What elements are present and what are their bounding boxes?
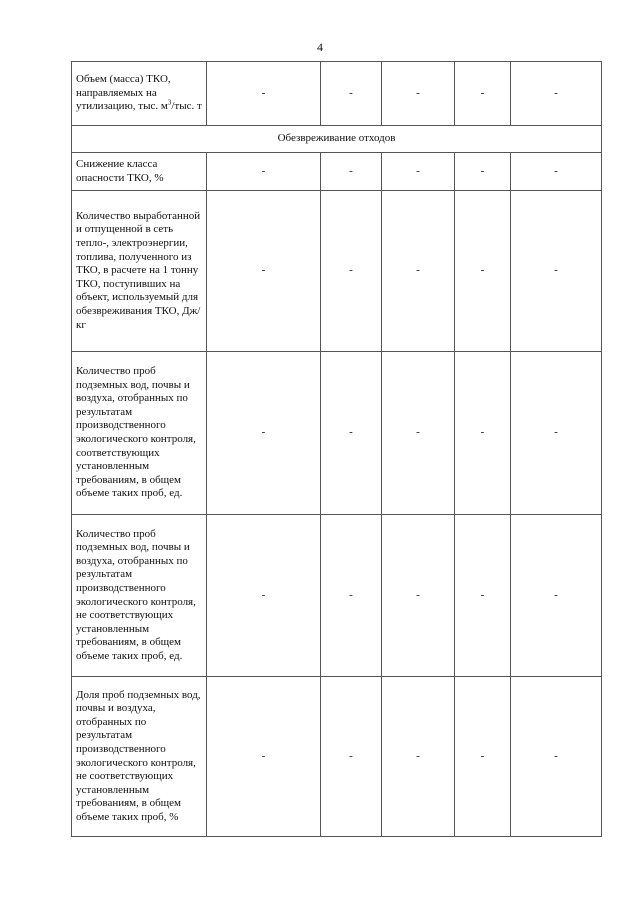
value-cell: - bbox=[321, 677, 382, 837]
value-cell: - bbox=[455, 62, 511, 126]
row-label: Количество выработанной и отпущенной в сеть тепло-, электроэнергии, топлива, полученного из ТКО, в расчете на 1 тонну ТКО, поступивших на объект, используемый для обезвреживания ТКО, Дж/кг bbox=[72, 191, 207, 352]
value-cell: - bbox=[321, 515, 382, 677]
value-cell: - bbox=[455, 153, 511, 191]
indicators-table bbox=[71, 61, 602, 837]
row-label: Снижение класса опасности ТКО, % bbox=[72, 153, 207, 191]
value-cell: - bbox=[455, 191, 511, 352]
value-cell: - bbox=[207, 62, 321, 126]
value-cell: - bbox=[207, 677, 321, 837]
value-cell: - bbox=[321, 352, 382, 515]
value-cell: - bbox=[511, 515, 602, 677]
value-cell: - bbox=[321, 153, 382, 191]
row-label: Доля проб подземных вод, почвы и воздуха, отобранных по результатам производственного экологического контроля, не соответствующих установленным требованиям, в общем объеме таких проб, % bbox=[72, 677, 207, 837]
value-cell: - bbox=[382, 153, 455, 191]
value-cell: - bbox=[511, 677, 602, 837]
value-cell: - bbox=[511, 153, 602, 191]
value-cell: - bbox=[321, 191, 382, 352]
value-cell: - bbox=[382, 677, 455, 837]
value-cell: - bbox=[382, 515, 455, 677]
value-cell: - bbox=[511, 62, 602, 126]
table-row bbox=[72, 153, 602, 191]
value-cell: - bbox=[207, 153, 321, 191]
section-title: Обезвреживание отходов bbox=[72, 126, 602, 153]
value-cell: - bbox=[511, 352, 602, 515]
value-cell: - bbox=[455, 515, 511, 677]
section-row bbox=[72, 126, 602, 153]
row-label: Количество проб подземных вод, почвы и воздуха, отобранных по результатам производственного экологического контроля, не соответствующих установленным требованиям, в общем объеме таких проб, ед. bbox=[72, 515, 207, 677]
value-cell: - bbox=[321, 62, 382, 126]
value-cell: - bbox=[455, 677, 511, 837]
value-cell: - bbox=[207, 191, 321, 352]
table-row bbox=[72, 352, 602, 515]
value-cell: - bbox=[382, 191, 455, 352]
value-cell: - bbox=[382, 352, 455, 515]
value-cell: - bbox=[382, 62, 455, 126]
table-row bbox=[72, 191, 602, 352]
row-label: Количество проб подземных вод, почвы и воздуха, отобранных по результатам производственного экологического контроля, соответствующих установленным требованиям, в общем объеме таких проб, ед. bbox=[72, 352, 207, 515]
value-cell: - bbox=[207, 352, 321, 515]
table-row bbox=[72, 515, 602, 677]
row-label: Объем (масса) ТКО, направляемых на утилизацию, тыс. $м^3$/тыс. т bbox=[72, 62, 207, 126]
value-cell: - bbox=[207, 515, 321, 677]
value-cell: - bbox=[455, 352, 511, 515]
table-row bbox=[72, 62, 602, 126]
value-cell: - bbox=[511, 191, 602, 352]
page-number: 4 bbox=[317, 40, 323, 54]
table-row bbox=[72, 677, 602, 837]
